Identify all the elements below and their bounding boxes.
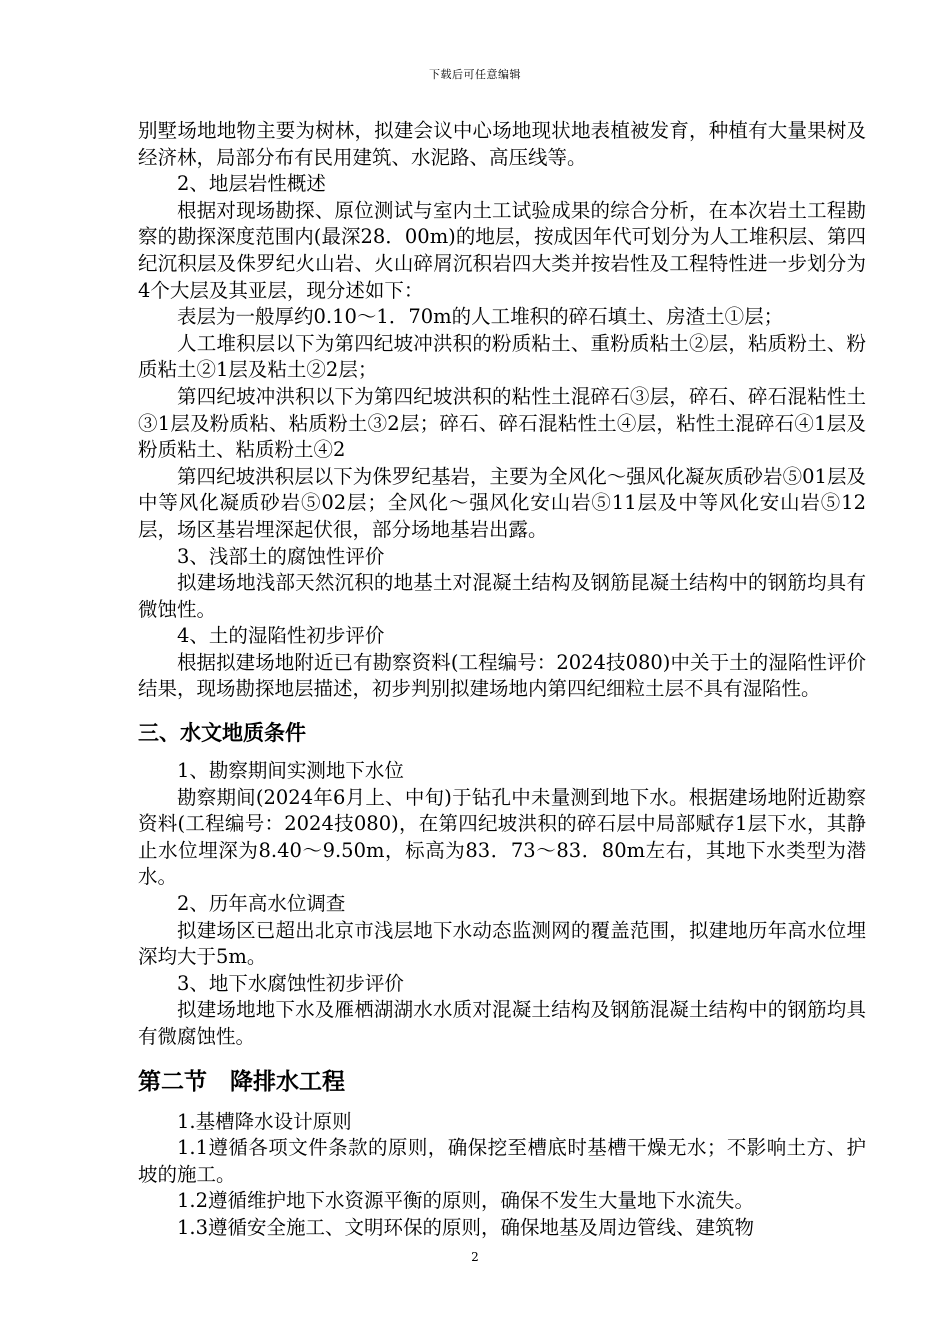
paragraph: 拟建场区已超出北京市浅层地下水动态监测网的覆盖范围，拟建地历年高水位埋深均大于5m。: [138, 918, 866, 969]
subheading: 1、勘察期间实测地下水位: [177, 759, 404, 783]
paragraph: 拟建场地浅部天然沉积的地基土对混凝土结构及钢筋昆凝土结构中的钢筋均具有微蚀性。: [138, 571, 866, 621]
paragraph: 勘察期间(2024年6月上、中旬)于钻孔中未量测到地下水。根据建场地附近勘察资料(工程编号：2024技080)，在第四纪坡洪积的碎石层中局部赋存1层下水，其静止水位埋深为8.40～9.50m，标高为83．73～83．80m左右，其地下水类型为潜水。: [138, 785, 866, 889]
paragraph: 表层为一般厚约0.10～1．70m的人工堆积的碎石填土、房渣土①层；: [177, 305, 784, 329]
paragraph: 根据对现场勘探、原位测试与室内土工试验成果的综合分析，在本次岩土工程勘察的勘探深度范围内(最深28．00m)的地层，按成因年代可划分为人工堆积层、第四纪沉积层及侏罗纪火山岩、火山碎屑沉积岩四大类并按岩性及工程特性进一步划分为4个大层及其亚层，现分述如下：: [138, 198, 866, 302]
subheading: 3、浅部土的腐蚀性评价: [177, 544, 385, 568]
paragraph: 第四纪坡洪积层以下为侏罗纪基岩，主要为全风化～强风化凝灰质砂岩⑤01层及中等风化凝质砂岩⑤02层；全风化～强风化安山岩⑤11层及中等风化安山岩⑤12层，场区基岩埋深起伏很，部分场地基岩出露。: [138, 464, 866, 541]
document-body: [138, 118, 866, 1242]
subheading: 2、地层岩性概述: [177, 172, 326, 196]
paragraph: 1.1遵循各项文件条款的原则，确保挖至槽底时基槽干燥无水；不影响土方、护坡的施工。: [138, 1136, 866, 1186]
paragraph: 1.3遵循安全施工、文明环保的原则，确保地基及周边管线、建筑物: [177, 1215, 755, 1239]
paragraph: 别墅场地地物主要为树林，拟建会议中心场地现状地表植被发育，种植有大量果树及经济林，局部分布有民用建筑、水泥路、高压线等。: [138, 119, 866, 169]
paragraph: 人工堆积层以下为第四纪坡冲洪积的粉质粘土、重粉质粘土②层，粘质粉土、粉质粘土②1层及粘土②2层；: [138, 331, 866, 382]
section-heading: 三、水文地质条件: [138, 721, 306, 746]
chapter-heading: 第二节 降排水工程: [138, 1068, 345, 1095]
paragraph: 1.2遵循维护地下水资源平衡的原则，确保不发生大量地下水流失。: [177, 1189, 755, 1213]
subheading: 4、土的湿陷性初步评价: [177, 624, 385, 648]
page-number: 2: [471, 1250, 479, 1264]
subheading: 2、历年高水位调查: [177, 892, 346, 916]
subheading: 3、地下水腐蚀性初步评价: [177, 971, 404, 995]
paragraph: 第四纪坡冲洪积以下为第四纪坡洪积的粘性土混碎石③层，碎石、碎石混粘性土③1层及粉质粘、粘质粉土③2层；碎石、碎石混粘性土④层，粘性土混碎石④1层及粉质粘土、粘质粉土④2: [138, 384, 866, 462]
page-header: 下载后可任意编辑: [429, 68, 521, 81]
paragraph: 根据拟建场地附近已有勘察资料(工程编号：2024技080)中关于土的湿陷性评价结果，现场勘探地层描述，初步判别拟建场地内第四纪细粒土层不具有湿陷性。: [138, 650, 866, 701]
paragraph: 拟建场地地下水及雁栖湖湖水水质对混凝土结构及钢筋混凝土结构中的钢筋均具有微腐蚀性。: [138, 998, 866, 1048]
subheading: 1.基槽降水设计原则: [177, 1109, 352, 1133]
